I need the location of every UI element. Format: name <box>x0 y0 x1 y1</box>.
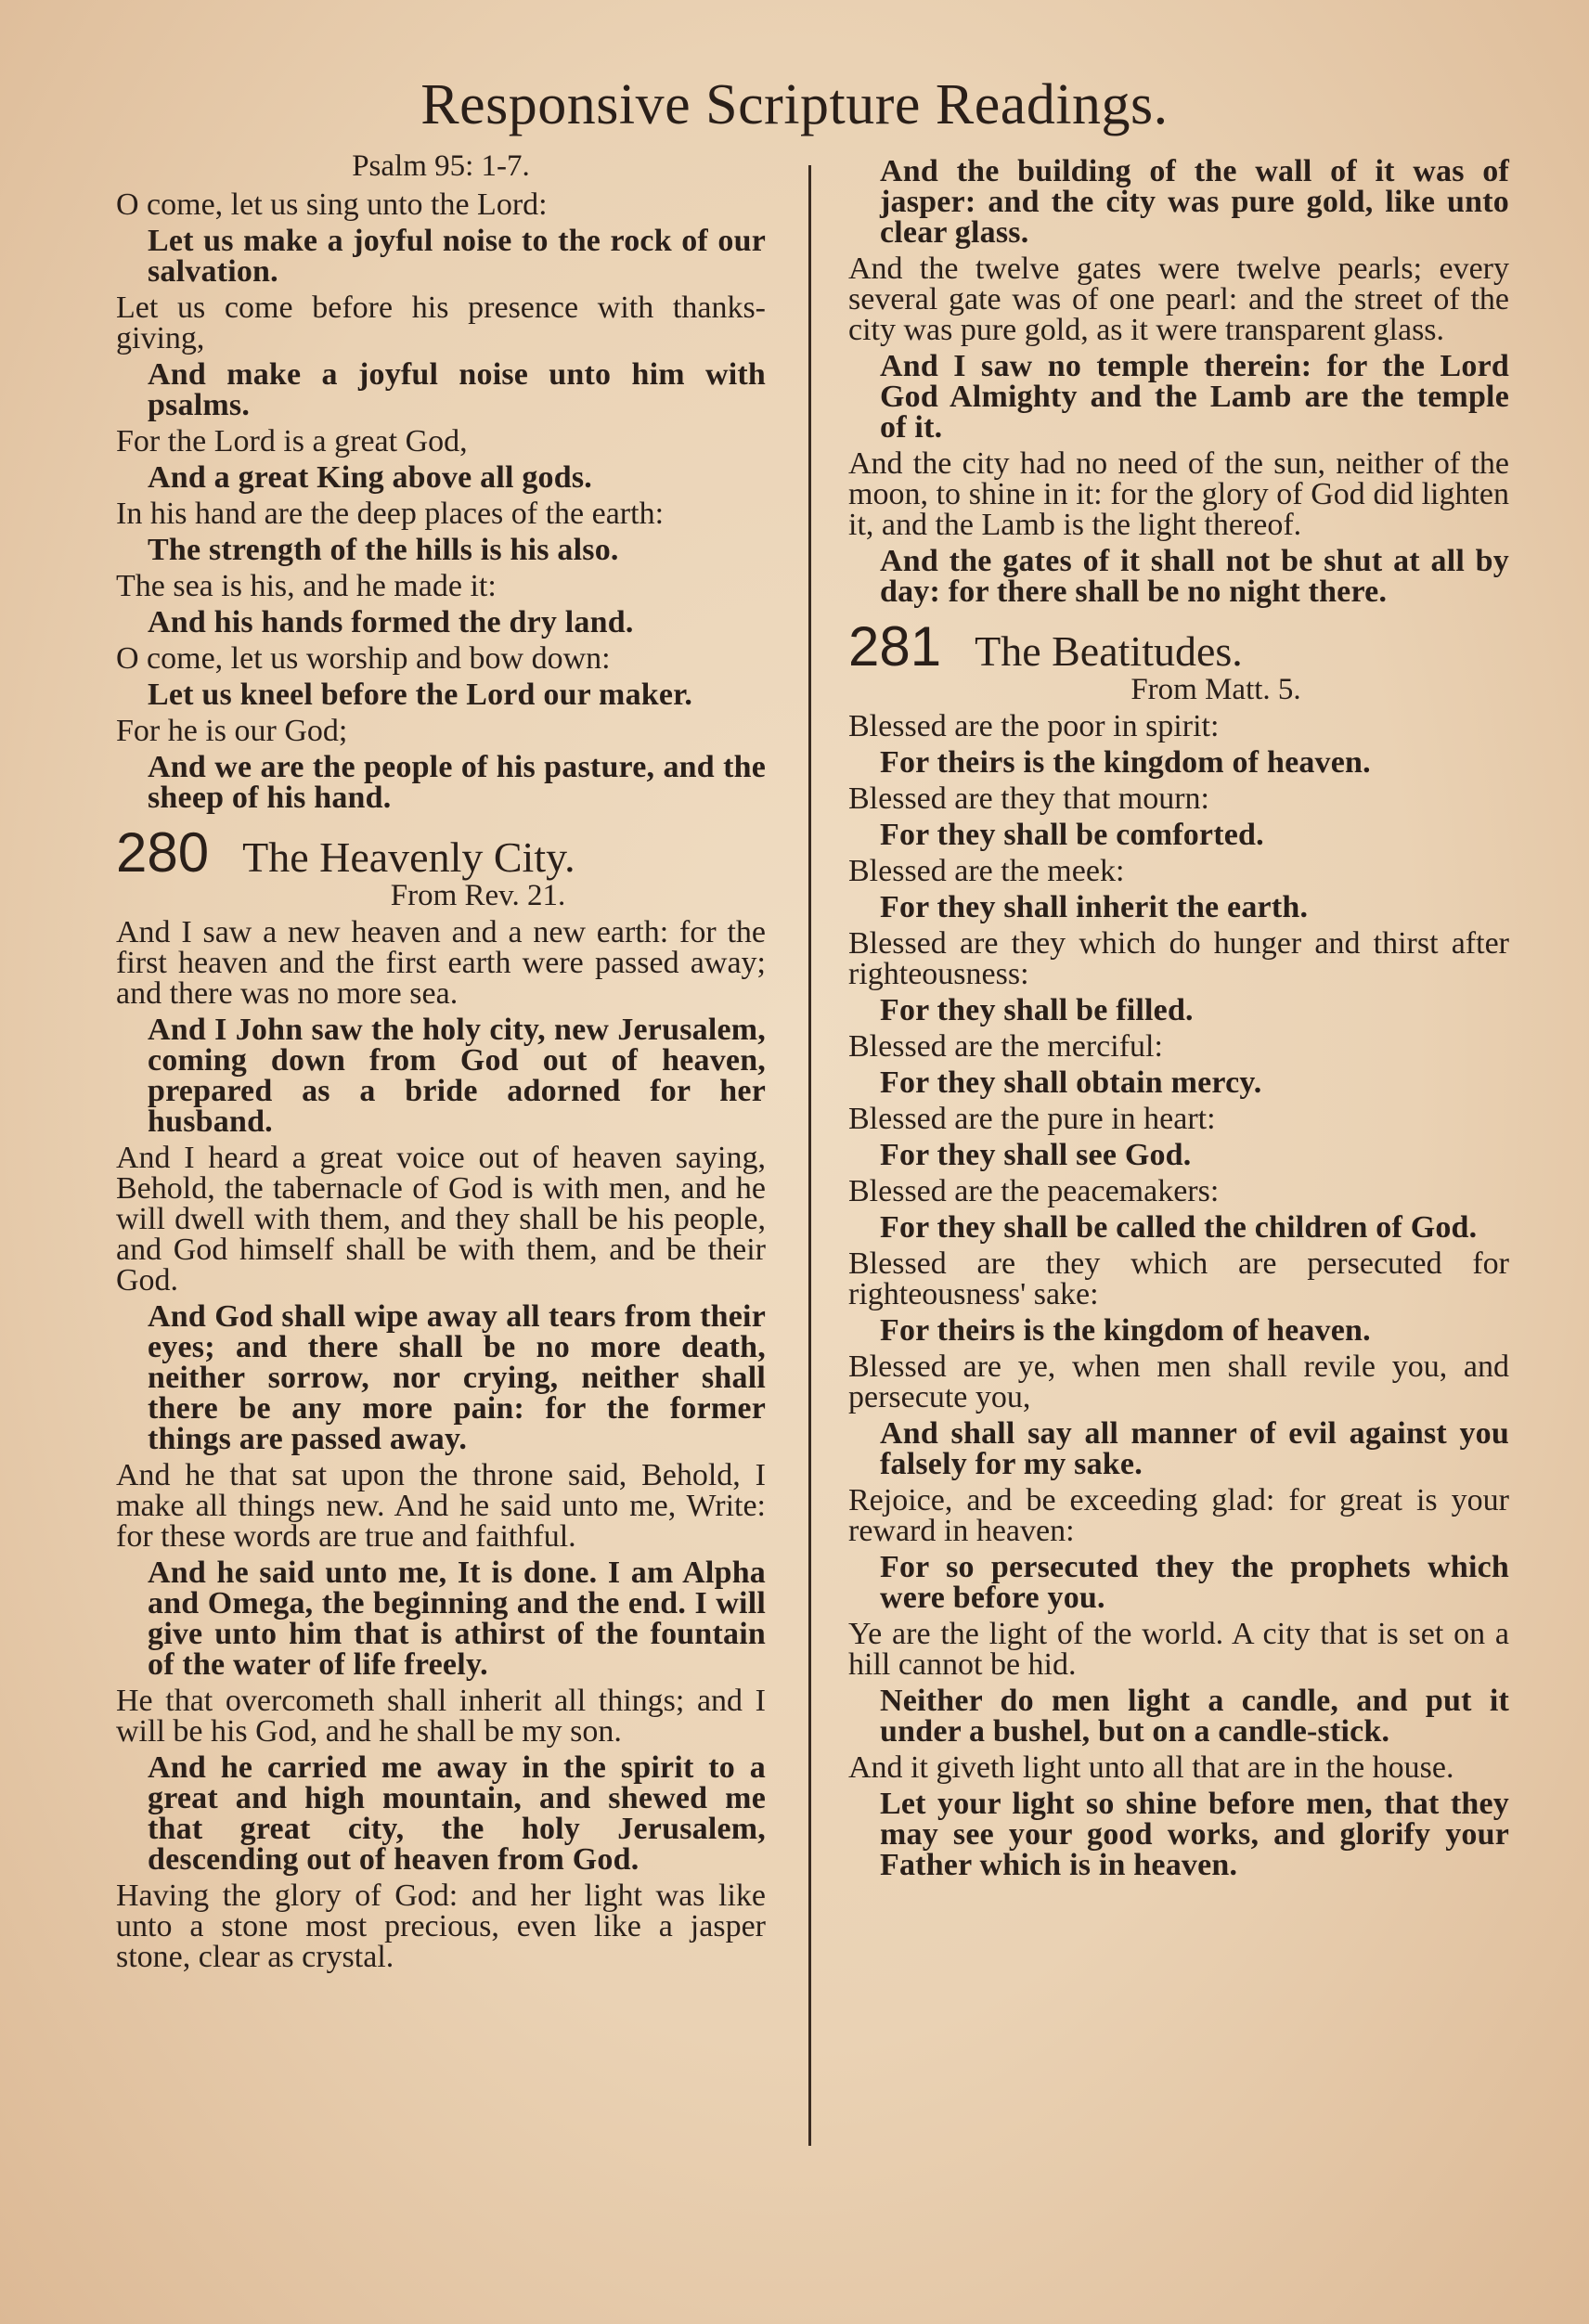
reading-281-heading <box>848 615 1509 678</box>
reading-title: The Heavenly City. <box>242 833 575 881</box>
reading-number: 281 <box>848 615 942 678</box>
response-verse: And we are the people of his pasture, and the sheep of his hand. <box>148 750 766 815</box>
leader-verse: Ye are the light of the world. A city that is set on a hill cannot be hid. <box>848 1617 1509 1682</box>
response-verse: And I John saw the holy city, new Jerusalem, coming down from God out of heaven, prepared as a bride adorned for her husband. <box>148 1013 766 1139</box>
reading-number: 280 <box>116 821 210 884</box>
reading-source: From Matt. 5. <box>1130 673 1301 706</box>
leader-verse: Blessed are they that mourn: <box>848 781 1210 816</box>
column-divider <box>808 165 811 2146</box>
response-verse: For they shall be filled. <box>880 993 1194 1027</box>
response-verse: Neither do men light a candle, and put it under a bushel, but on a candle-stick. <box>880 1684 1509 1749</box>
response-verse: Let us make a joyful noise to the rock of our salvation. <box>148 224 766 289</box>
response-verse: For they shall be comforted. <box>880 818 1264 852</box>
response-verse: Let your light so shine before men, that they may see your good works, and glorify your Father which is in heaven. <box>880 1787 1509 1882</box>
leader-verse: For the Lord is a great God, <box>116 424 468 458</box>
response-verse: For so persecuted they the prophets which were before you. <box>880 1550 1509 1615</box>
leader-verse: Blessed are the pure in heart: <box>848 1102 1216 1136</box>
leader-verse: The sea is his, and he made it: <box>116 569 497 603</box>
leader-verse: For he is our God; <box>116 714 348 748</box>
response-verse: The strength of the hills is his also. <box>148 533 619 567</box>
response-verse: And make a joyful noise unto him with psalms. <box>148 357 766 422</box>
leader-verse: Blessed are the poor in spirit: <box>848 709 1220 743</box>
response-verse: For they shall see God. <box>880 1138 1192 1172</box>
reading-title: The Beatitudes. <box>975 627 1243 675</box>
response-verse: And I saw no temple therein: for the Lord God Almighty and the Lamb are the temple of it. <box>880 349 1509 445</box>
page-title: Responsive Scripture Readings. <box>420 73 1169 136</box>
leader-verse: He that overcometh shall inherit all things; and I will be his God, and he shall be my son. <box>116 1684 766 1749</box>
reading-280-verses <box>116 917 766 1972</box>
leader-verse: And I saw a new heaven and a new earth: for the first heaven and the first earth were passed away; and there was no more sea. <box>116 915 766 1011</box>
leader-verse: Blessed are ye, when men shall revile you, and persecute you, <box>848 1349 1509 1414</box>
response-verse: For theirs is the kingdom of heaven. <box>880 745 1371 780</box>
response-verse: And the gates of it shall not be shut at all by day: for there shall be no night there. <box>880 544 1509 609</box>
response-verse: And shall say all manner of evil against you falsely for my sake. <box>880 1416 1509 1481</box>
leader-verse: Let us come before his presence with thanks-giving, <box>116 290 766 355</box>
response-verse: For they shall obtain mercy. <box>880 1065 1262 1100</box>
leader-verse: And the twelve gates were twelve pearls; every several gate was of one pearl: and the street of the city was pure gold, as it were transparent glass. <box>848 252 1509 347</box>
response-verse: For they shall inherit the earth. <box>880 890 1309 924</box>
left-column <box>116 148 766 1978</box>
leader-verse: Blessed are the peacemakers: <box>848 1174 1220 1208</box>
reading-281-verses <box>848 711 1509 1880</box>
leader-verse: And the city had no need of the sun, neither of the moon, to shine in it: for the glory of God did lighten it, and the Lamb is the light thereof. <box>848 446 1509 542</box>
leader-verse: In his hand are the deep places of the earth: <box>116 497 665 531</box>
leader-verse: Blessed are they which do hunger and thirst after righteousness: <box>848 926 1509 991</box>
reading-source: From Rev. 21. <box>390 879 566 912</box>
leader-verse: And I heard a great voice out of heaven saying, Behold, the tabernacle of God is with men, and he will dwell with them, and they shall be his people, and God himself shall be with them, and be their God. <box>116 1141 766 1298</box>
response-verse: And the building of the wall of it was of jasper: and the city was pure gold, like unto clear glass. <box>880 154 1509 250</box>
response-verse: For theirs is the kingdom of heaven. <box>880 1313 1371 1348</box>
reading-280-heading <box>116 821 766 884</box>
continuation-verses <box>848 156 1509 607</box>
psalm-verses <box>116 189 766 813</box>
response-verse: And God shall wipe away all tears from their eyes; and there shall be no more death, neither sorrow, nor crying, neither shall there be any more pain: for the former things are passed away. <box>148 1299 766 1456</box>
response-verse: Let us kneel before the Lord our maker. <box>148 678 693 712</box>
leader-verse: And it giveth light unto all that are in the house. <box>848 1750 1454 1785</box>
leader-verse: And he that sat upon the throne said, Behold, I make all things new. And he said unto me, Write: for these words are true and faithful. <box>116 1458 766 1554</box>
leader-verse: Blessed are the meek: <box>848 854 1125 888</box>
right-column <box>848 156 1509 1886</box>
psalm-subtitle: Psalm 95: 1-7. <box>352 149 530 183</box>
leader-verse: Blessed are the merciful: <box>848 1029 1163 1064</box>
response-verse: For they shall be called the children of God. <box>880 1210 1478 1245</box>
response-verse: And he said unto me, It is done. I am Alpha and Omega, the beginning and the end. I will give unto him that is athirst of the fountain of the water of life freely. <box>148 1556 766 1682</box>
response-verse: And his hands formed the dry land. <box>148 605 634 639</box>
leader-verse: O come, let us worship and bow down: <box>116 641 611 676</box>
leader-verse: Rejoice, and be exceeding glad: for great is your reward in heaven: <box>848 1483 1509 1548</box>
leader-verse: Blessed are they which are persecuted for righteousness' sake: <box>848 1246 1509 1311</box>
response-verse: And he carried me away in the spirit to a great and high mountain, and shewed me that great city, the holy Jerusalem, descending out of heaven from God. <box>148 1750 766 1877</box>
leader-verse: O come, let us sing unto the Lord: <box>116 187 548 222</box>
leader-verse: Having the glory of God: and her light was like unto a stone most precious, even like a jasper stone, clear as crystal. <box>116 1879 766 1974</box>
response-verse: And a great King above all gods. <box>148 460 592 495</box>
